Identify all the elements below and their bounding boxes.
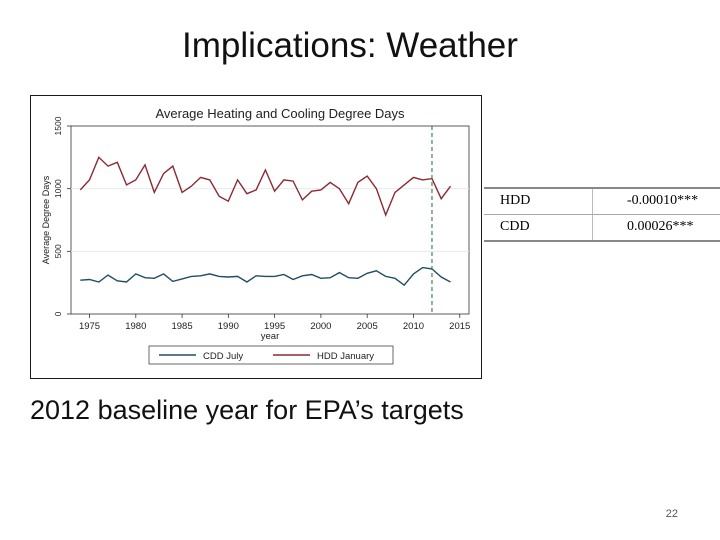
y-tick-label: 0: [53, 311, 63, 317]
table-row: [484, 189, 720, 214]
x-tick-label: 1990: [217, 321, 239, 332]
table-row: [484, 215, 720, 240]
column-divider: [592, 189, 593, 214]
coefficient-table: [484, 187, 720, 242]
x-tick-label: 1995: [264, 321, 286, 332]
slide-caption: 2012 baseline year for EPA’s targets: [30, 395, 464, 425]
degree-days-chart: [31, 96, 481, 378]
slide-title: Implications: Weather: [182, 26, 518, 65]
x-axis-label: year: [260, 331, 280, 342]
row-label: CDD: [500, 219, 530, 234]
y-tick-label: 1500: [53, 116, 63, 136]
y-tick-label: 500: [53, 244, 63, 259]
legend-label-hdd: HDD January: [317, 351, 375, 362]
row-value: 0.00026***: [627, 219, 694, 234]
legend-label-cdd: CDD July: [203, 351, 244, 362]
x-tick-label: 1985: [171, 321, 193, 332]
chart-title: Average Heating and Cooling Degree Days: [155, 106, 405, 121]
row-value: -0.00010***: [627, 193, 699, 208]
table-bottom-rule: [484, 240, 720, 242]
x-tick-label: 2015: [449, 321, 471, 332]
plot-area: [71, 126, 469, 314]
y-tick-label: 1000: [53, 179, 63, 199]
row-label: HDD: [500, 193, 531, 208]
x-tick-label: 2005: [356, 321, 378, 332]
x-tick-label: 2000: [310, 321, 332, 332]
chart-panel: [30, 95, 482, 379]
x-tick-label: 1975: [78, 321, 101, 332]
x-tick-label: 1980: [125, 321, 147, 332]
page-number: 22: [665, 508, 678, 520]
column-divider: [592, 215, 593, 240]
y-axis-label: Average Degree Days: [41, 175, 51, 265]
x-tick-label: 2010: [402, 321, 425, 332]
